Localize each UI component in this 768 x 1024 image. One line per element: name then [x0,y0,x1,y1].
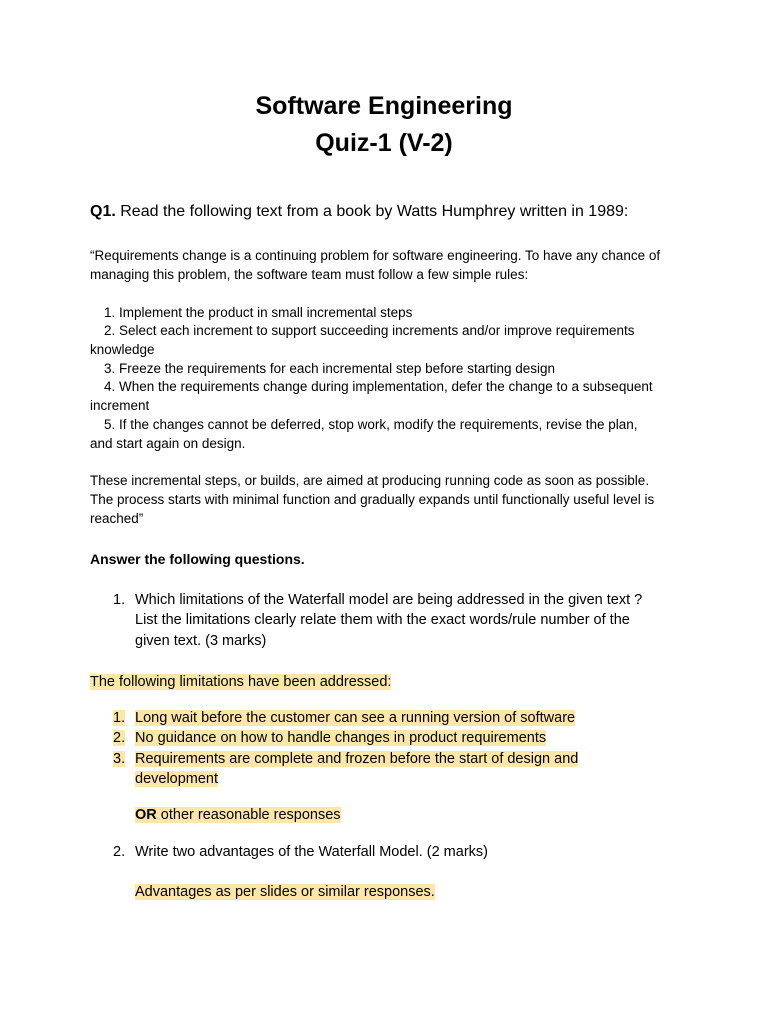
answer-1-item-1-number [113,710,125,726]
quote-rule: 5. If the changes cannot be deferred, stop work, modify the requirements, revise the plan, [104,417,638,432]
question-1-prompt: Read the following text from a book by Watts Humphrey written in 1989: [120,203,629,220]
sub-question-2-line: Write two advantages of the Waterfall Model. (2 marks) [135,844,488,860]
title-line-1: Software Engineering [255,92,513,120]
answer-1-item-text: Requirements are complete and frozen before the start of design and [135,751,579,767]
answer-heading: Answer the following questions. [90,551,305,567]
sub-question-1-line: List the limitations clearly relate them with the exact words/rule number of the [135,612,630,628]
quote-rule: 2. Select each increment to support succeeding increments and/or improve requirements [104,323,635,338]
quote-intro-line-1: “Requirements change is a continuing problem for software engineering. To have any chance of [90,248,661,263]
sub-question-1-number: 1. [113,592,126,608]
title-line-2: Quiz-1 (V-2) [315,129,453,157]
question-1-label: Q1. [90,203,116,220]
answer-1-item-number: 3. [113,751,126,767]
sub-question-2-number: 2. [113,844,126,860]
quote-outro-line-3: reached” [90,511,144,526]
quote-outro-line-2: The process starts with minimal function and gradually expands until functionally useful level is [90,492,655,507]
quote-rule: 1. Implement the product in small incremental steps [104,305,413,320]
answer-1-item-3 [135,751,578,767]
answer-1-item-3-continuation [135,771,218,787]
quote-rule-continuation: knowledge [90,342,155,357]
answer-2 [135,884,435,900]
quote-outro-line-1: These incremental steps, or builds, are aimed at producing running code as soon as possible. [90,473,650,488]
answer-1-item-2-number [113,730,125,746]
sub-question-1-line: given text. (3 marks) [135,633,267,649]
answer-1-item-number: 2. [113,730,126,746]
answer-1-item-1 [135,710,575,726]
answer-1-item-2 [135,730,546,746]
answer-1-item-3-number [113,751,125,767]
sub-question-1-line: Which limitations of the Waterfall model are being addressed in the given text ? [135,592,643,608]
answer-1-or-text: other reasonable responses [160,807,341,823]
quote-rule-continuation: increment [90,398,150,413]
answer-1-item-text: Long wait before the customer can see a running version of software [135,710,576,726]
quote-rule-continuation: and start again on design. [90,436,246,451]
quote-rule: 3. Freeze the requirements for each incremental step before starting design [104,361,555,376]
question-1-heading [90,203,628,221]
quote-rule: 4. When the requirements change during implementation, defer the change to a subsequent [104,379,653,394]
quote-intro-line-2: managing this problem, the software team must follow a few simple rules: [90,267,529,282]
answer-2-text: Advantages as per slides or similar responses. [135,884,435,900]
answer-1-intro [90,674,391,690]
answer-1-item-text: No guidance on how to handle changes in product requirements [135,730,547,746]
answer-1-or-label: OR [135,807,157,823]
answer-1-item-3-continuation-text: development [135,771,219,787]
answer-1-item-number: 1. [113,710,126,726]
answer-1-or-line [135,807,341,823]
answer-1-intro-text: The following limitations have been addressed: [90,674,392,690]
